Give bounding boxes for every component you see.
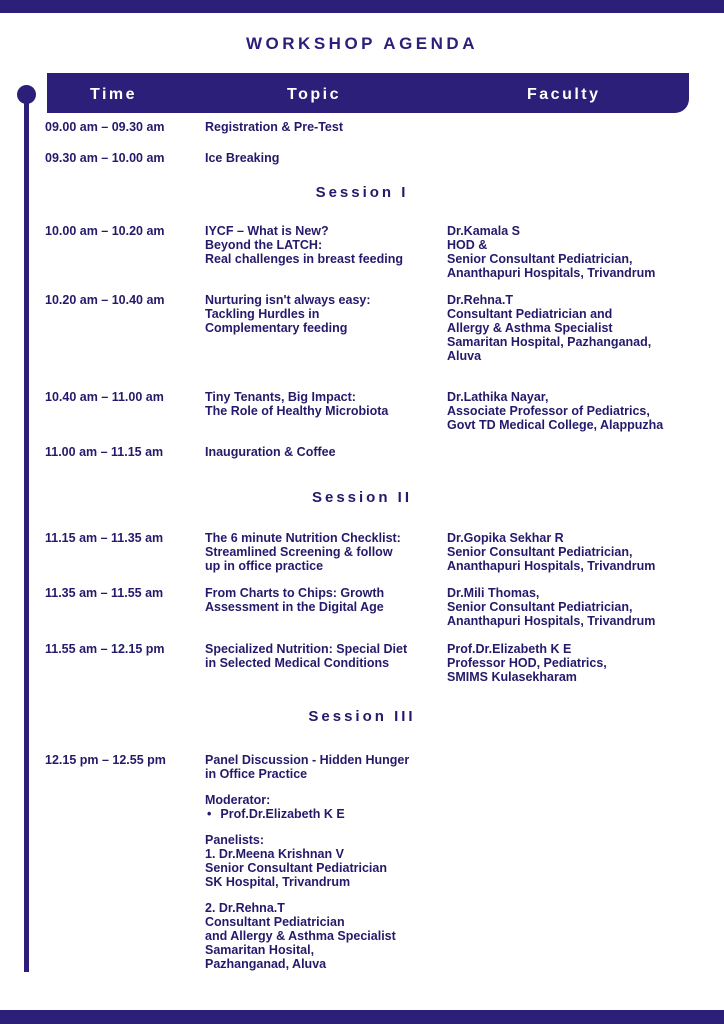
faculty-line: Associate Professor of Pediatrics,	[447, 404, 650, 418]
topic-line: Streamlined Screening & follow	[205, 545, 393, 559]
bottom-border-bar	[0, 1010, 724, 1024]
agenda-topic	[205, 120, 440, 134]
agenda-topic	[205, 390, 440, 418]
faculty-line: Senior Consultant Pediatrician,	[447, 545, 633, 559]
faculty-line: Senior Consultant Pediatrician,	[447, 600, 633, 614]
agenda-topic	[205, 753, 440, 971]
panelist-2-line: Consultant Pediatrician	[205, 915, 345, 929]
topic-line: Tiny Tenants, Big Impact:	[205, 390, 356, 404]
topic-line: Specialized Nutrition: Special Diet	[205, 642, 408, 656]
faculty-line: Ananthapuri Hospitals, Trivandrum	[447, 614, 656, 628]
panelists-label: Panelists:	[205, 833, 265, 847]
faculty-line: Aluva	[447, 349, 482, 363]
faculty-line: Consultant Pediatrician and	[447, 307, 613, 321]
moderator-label: Moderator:	[205, 793, 271, 807]
panelist-2-line: Pazhanganad, Aluva	[205, 957, 327, 971]
panelist-1-line: 1. Dr.Meena Krishnan V	[205, 847, 344, 861]
agenda-time: 11.35 am – 11.55 am	[45, 586, 164, 600]
topic-line: From Charts to Chips: Growth	[205, 586, 385, 600]
agenda-time: 09.00 am – 09.30 am	[45, 120, 165, 134]
faculty-line: SMIMS Kulasekharam	[447, 670, 577, 684]
session-heading-1: Session I	[315, 184, 409, 201]
faculty-line: Samaritan Hospital, Pazhanganad,	[447, 335, 652, 349]
faculty-line: Govt TD Medical College, Alappuzha	[447, 418, 664, 432]
faculty-line: Prof.Dr.Elizabeth K E	[447, 642, 572, 656]
panelist-2-line: Samaritan Hosital,	[205, 943, 315, 957]
agenda-time: 10.00 am – 10.20 am	[45, 224, 165, 238]
agenda-faculty	[447, 390, 717, 432]
topic-line: Inauguration & Coffee	[205, 445, 336, 459]
agenda-topic	[205, 224, 440, 266]
agenda-topic	[205, 151, 440, 165]
topic-line: up in office practice	[205, 559, 324, 573]
topic-line: Registration & Pre-Test	[205, 120, 343, 134]
faculty-line: Dr.Gopika Sekhar R	[447, 531, 564, 545]
topic-line: Beyond the LATCH:	[205, 238, 323, 252]
agenda-time: 10.40 am – 11.00 am	[45, 390, 164, 404]
faculty-line: Dr.Lathika Nayar,	[447, 390, 549, 404]
topic-line: The 6 minute Nutrition Checklist:	[205, 531, 401, 545]
faculty-line: Dr.Kamala S	[447, 224, 520, 238]
agenda-faculty	[447, 531, 717, 573]
header-topic: Topic	[287, 86, 341, 103]
topic-line: in Office Practice	[205, 767, 308, 781]
agenda-time: 12.15 pm – 12.55 pm	[45, 753, 166, 767]
faculty-line: Ananthapuri Hospitals, Trivandrum	[447, 559, 656, 573]
session-heading-2: Session II	[311, 489, 413, 506]
agenda-faculty	[447, 224, 717, 280]
faculty-line: Dr.Mili Thomas,	[447, 586, 540, 600]
faculty-line: Professor HOD, Pediatrics,	[447, 656, 607, 670]
agenda-topic	[205, 586, 440, 614]
panelist-2-line: and Allergy & Asthma Specialist	[205, 929, 396, 943]
agenda-faculty	[447, 293, 717, 363]
topic-line: The Role of Healthy Microbiota	[205, 404, 389, 418]
topic-line: in Selected Medical Conditions	[205, 656, 390, 670]
topic-line: Tackling Hurdles in	[205, 307, 320, 321]
agenda-time: 09.30 am – 10.00 am	[45, 151, 165, 165]
topic-line: Nurturing isn't always easy:	[205, 293, 371, 307]
agenda-topic	[205, 642, 440, 670]
faculty-line: Ananthapuri Hospitals, Trivandrum	[447, 266, 656, 280]
faculty-line: HOD &	[447, 238, 488, 252]
topic-line: IYCF – What is New?	[205, 224, 329, 238]
panelist-1-line: SK Hospital, Trivandrum	[205, 875, 351, 889]
topic-line: Panel Discussion - Hidden Hunger	[205, 753, 410, 767]
agenda-topic	[205, 445, 440, 459]
agenda-time: 11.15 am – 11.35 am	[45, 531, 164, 545]
agenda-time: 11.55 am – 12.15 pm	[45, 642, 165, 656]
faculty-line: Senior Consultant Pediatrician,	[447, 252, 633, 266]
agenda-topic	[205, 531, 440, 573]
agenda-faculty	[447, 586, 717, 628]
header-faculty: Faculty	[527, 86, 601, 103]
agenda-faculty	[447, 642, 717, 684]
agenda-topic	[205, 293, 440, 335]
topic-line: Ice Breaking	[205, 151, 280, 165]
panelist-1-line: Senior Consultant Pediatrician	[205, 861, 387, 875]
agenda-time: 10.20 am – 10.40 am	[45, 293, 165, 307]
session-heading-3: Session III	[308, 708, 416, 725]
header-time: Time	[90, 86, 138, 103]
page-title: WORKSHOP AGENDA	[246, 34, 478, 53]
panelist-2-line: 2. Dr.Rehna.T	[205, 901, 285, 915]
faculty-line: Dr.Rehna.T	[447, 293, 513, 307]
topic-line: Assessment in the Digital Age	[205, 600, 384, 614]
moderator-name: • Prof.Dr.Elizabeth K E	[205, 807, 440, 821]
agenda-time: 11.00 am – 11.15 am	[45, 445, 164, 459]
topic-line: Real challenges in breast feeding	[205, 252, 403, 266]
topic-line: Complementary feeding	[205, 321, 348, 335]
faculty-line: Allergy & Asthma Specialist	[447, 321, 613, 335]
